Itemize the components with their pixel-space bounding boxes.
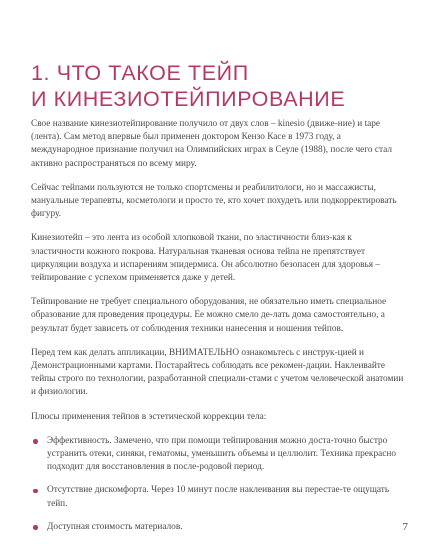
list-item-text: Эффективность. Замечено, что при помощи тейпирования можно доста-точно быстро устранить отеки, синяки, гематомы, уменьшить объемы и целлюлит. Техника прекрасно подходит для восстановления в после-родовой период. (47, 435, 396, 473)
page-number: 7 (402, 521, 408, 533)
paragraph: Плюсы применения тейпов в эстетической коррекции тела: (31, 411, 267, 422)
paragraph: Сейчас тейпами пользуются не только спортсмены и реабилитологи, но и массажисты, мануальные терапевты, косметологи и просто те, кто хочет похудеть или подкорректировать фигуру. (31, 182, 397, 220)
list-item (31, 435, 405, 475)
list-item (31, 521, 405, 534)
bullet-icon (33, 525, 38, 530)
paragraph: Свое название кинезиотейпирование получило от двух слов – kinesio (движе-ние) и tape (лента). Сам метод впервые был применен доктором Кензо Касе в 1973 году, а международное признание получил на Олимпийских играх в Сеуле (1988), после чего стал активно распространяться по всему миру. (31, 119, 392, 169)
body-text (31, 118, 405, 544)
benefits-list (31, 435, 405, 534)
chapter-title-line: 1. ЧТО ТАКОЕ ТЕЙП (31, 61, 249, 85)
list-item-text: Отсутствие дискомфорта. Через 10 минут после наклеивания вы перестае-те ощущать тейп. (47, 485, 390, 509)
paragraph: Кинезиотейп – это лента из особой хлопковой ткани, по эластичности близ-кая к эластичности кожного покрова. Натуральная тканевая основа тейпа не препятствует циркуляции воздуха и испарениям эпидермиса. Он абсолютно безопасен для здоровья – тейпирование с успехом применяется даже у детей. (31, 233, 381, 284)
bullet-icon (33, 439, 38, 444)
bullet-icon (33, 489, 38, 494)
list-item-text: Доступная стоимость материалов. (47, 521, 183, 532)
list-item (31, 484, 405, 510)
paragraph: Тейпирование не требует специального оборудования, не обязательно иметь специальное образование для проведения процедуры. Ее можно смело де-лать дома самостоятельно, а результат будет зависеть от соблюдения техники нанесения и ношения тейпов. (31, 297, 387, 334)
paragraph: Перед тем как делать аппликации, ВНИМАТЕЛЬНО ознакомьтесь с инструк-цией и Демонстрационными картами. Постарайтесь соблюдать все рекомен-дации. Наклеивайте тейпы строго по технологии, разработанной специали-стами с учетом человеческой анатомии и физиологии. (31, 347, 404, 398)
chapter-title (31, 60, 411, 112)
chapter-title-line: И КИНЕЗИОТЕЙПИРОВАНИЕ (31, 87, 346, 111)
